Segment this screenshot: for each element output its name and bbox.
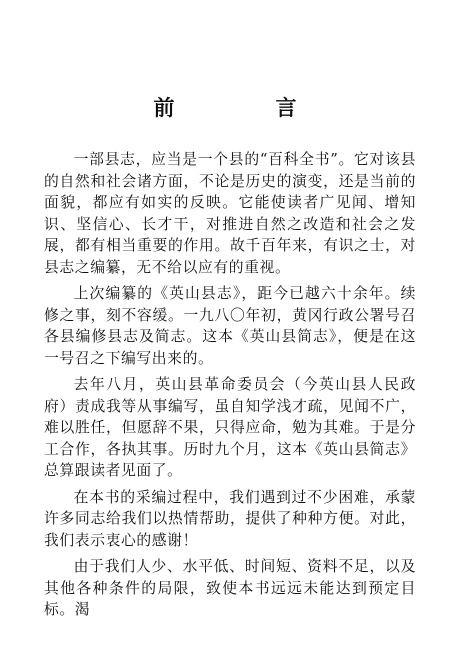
body-text (44, 149, 416, 621)
paragraph-3: 去年八月，英山县革命委员会（今英山县人民政府）责成我等从事编写，虽自知学浅才疏，见闻不广，难以胜任，但愿辞不果，只得应命，勉为其难。于是分工合作，各执其事。历时九个月，这本《英山县简志》总算跟读者见面了。 (44, 376, 416, 479)
paragraph-2: 上次编纂的《英山县志》，距今已越六十余年。续修之事，刻不容缓。一九八〇年初，黄冈行政公署号召各县编修县志及简志。这本《英山县简志》，便是在这一号召之下编写出来的。 (44, 285, 416, 367)
page-title: 前 言 (153, 96, 337, 120)
paragraph-1: 一部县志，应当是一个县的“百科全书”。它对该县的自然和社会诸方面，不论是历史的演变，还是当前的面貌，都应有如实的反映。它能使读者广见闻、增知识、坚信心、长才干，对推进自然之改造和社会之发展，都有相当重要的作用。故千百年来，有识之士，对县志之编纂，无不给以应有的重视。 (44, 151, 416, 276)
paragraph-5: 由于我们人少、水平低、时间短、资料不足，以及其他各种条件的局限，致使本书远远未能达到预定目标。渴 (44, 558, 416, 618)
paragraph-4: 在本书的采编过程中，我们遇到过不少困难，承蒙许多同志给我们以热情帮助，提供了种种方便。对此，我们表示衷心的感谢！ (44, 488, 416, 549)
